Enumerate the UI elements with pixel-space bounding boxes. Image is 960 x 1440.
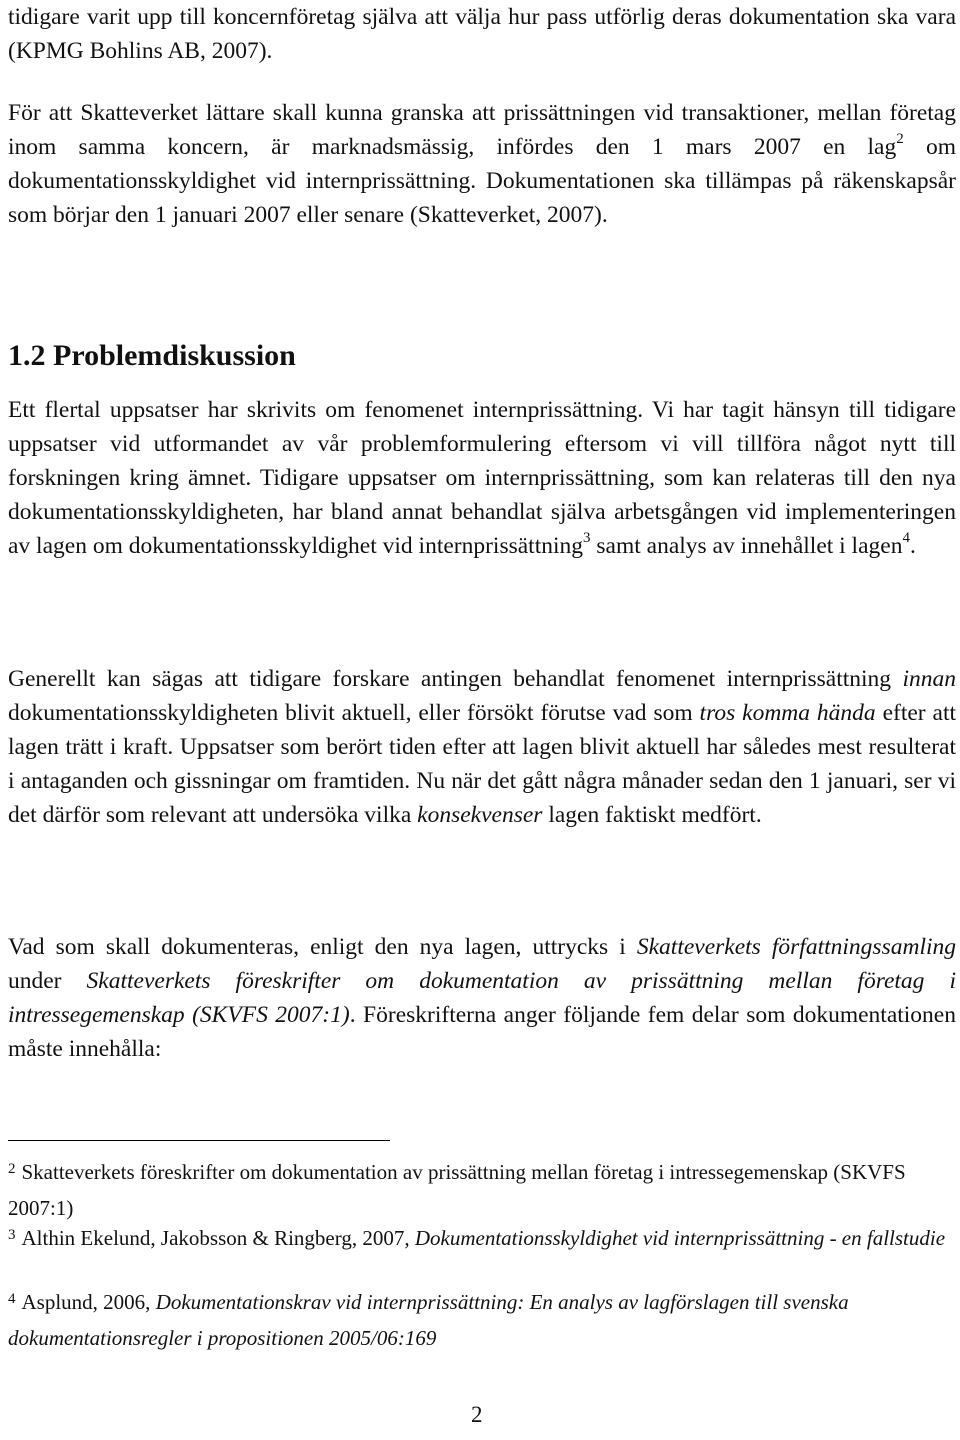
footnote-number: 2 <box>8 1161 16 1177</box>
emphasis-text: innan <box>902 666 956 692</box>
footnote-text: Althin Ekelund, Jakobsson & Ringberg, 2007, <box>21 1226 415 1250</box>
footnote-number: 3 <box>8 1227 16 1243</box>
footnote-italic-text: Dokumentationskrav vid internprissättning: En analys av lagförslagen till svenska dokumentationsregler i propositionen 2005/06:169 <box>8 1290 849 1350</box>
footnote-italic-text: Dokumentationsskyldighet vid internprissättning - en fallstudie <box>414 1226 946 1250</box>
footnote-text: Skatteverkets föreskrifter om dokumentation av prissättning mellan företag i intressegemenskap (SKVFS 2007:1) <box>8 1160 906 1220</box>
paragraph-text: Ett flertal uppsatser har skrivits om fenomenet internprissättning. Vi har tagit hänsyn till tidigare uppsatser vid utformandet av vår problemformulering eftersom vi vill tillföra något nytt till forskningen kring ämnet. Tidigare uppsatser om internprissättning, som kan relateras till den nya dokumentationsskyldigheten, har bland annat behandlat själva arbetsgången vid implementeringen av lagen om dokumentationsskyldighet vid internprissättning <box>8 397 956 559</box>
footnote-divider <box>8 1140 390 1141</box>
footnote-ref[interactable]: 4 <box>902 530 910 547</box>
footnote-ref[interactable]: 2 <box>896 131 904 148</box>
paragraph-text: dokumentationsskyldigheten blivit aktuell, eller försökt förutse vad som <box>8 700 700 726</box>
paragraph-text: om dokumentationsskyldighet vid internprissättning. Dokumentationen ska tillämpas på räkenskapsår som börjar den 1 januari 2007 eller senare (Skatteverket, 2007). <box>8 134 956 228</box>
paragraph-continuation <box>8 0 956 68</box>
page-number: 2 <box>471 1402 483 1427</box>
footnote-text: Asplund, 2006, <box>21 1290 156 1314</box>
footnote <box>8 1222 956 1258</box>
paragraph-text: För att Skatteverket lättare skall kunna granska att prissättningen vid transaktioner, mellan företag inom samma koncern, är marknadsmässig, infördes den 1 mars 2007 en lag <box>8 100 956 160</box>
paragraph-documentation-requirements <box>8 930 956 1066</box>
footnote-ref[interactable]: 3 <box>583 530 591 547</box>
paragraph-text: Vad som skall dokumenteras, enligt den nya lagen, uttrycks i <box>8 934 637 960</box>
paragraph-law-introduction <box>8 96 956 232</box>
paragraph-text: Generellt kan sägas att tidigare forskare antingen behandlat fenomenet internprissättning <box>8 666 903 692</box>
paragraph-text: . <box>909 533 916 559</box>
paragraph-text: lagen faktiskt medfört. <box>542 802 762 828</box>
paragraph-text: under <box>8 968 87 994</box>
paragraph-text: efter att lagen trätt i kraft. Uppsatser som berört tiden efter att lagen blivit aktuell har således mest resulterat i antaganden och gissningar om framtiden. Nu när det gått några månader sedan den 1 januari, ser vi det därför som relevant att undersöka vilka <box>8 700 957 828</box>
paragraph-text: tidigare varit upp till koncernföretag själva att välja hur pass utförlig deras dokumentation ska vara (KPMG Bohlins AB, 2007). <box>8 4 956 64</box>
paragraph-text: samt analys av innehållet i lagen <box>590 533 903 559</box>
emphasis-text: konsekvenser <box>417 802 543 828</box>
footnote <box>8 1156 956 1225</box>
paragraph-previous-theses <box>8 393 956 563</box>
emphasis-text: Skatteverkets föreskrifter om dokumentation av prissättning mellan företag i intressegemenskap (SKVFS 2007:1) <box>8 968 956 1028</box>
emphasis-text: tros komma hända <box>699 700 876 726</box>
emphasis-text: Skatteverkets författningssamling <box>636 934 956 960</box>
footnote-number: 4 <box>8 1291 16 1307</box>
paragraph-text: . Föreskrifterna anger följande fem delar som dokumentationen måste innehålla: <box>8 1002 956 1062</box>
paragraph-previous-research <box>8 662 956 832</box>
footnote <box>8 1286 956 1355</box>
section-heading: 1.2 Problemdiskussion <box>8 339 296 372</box>
